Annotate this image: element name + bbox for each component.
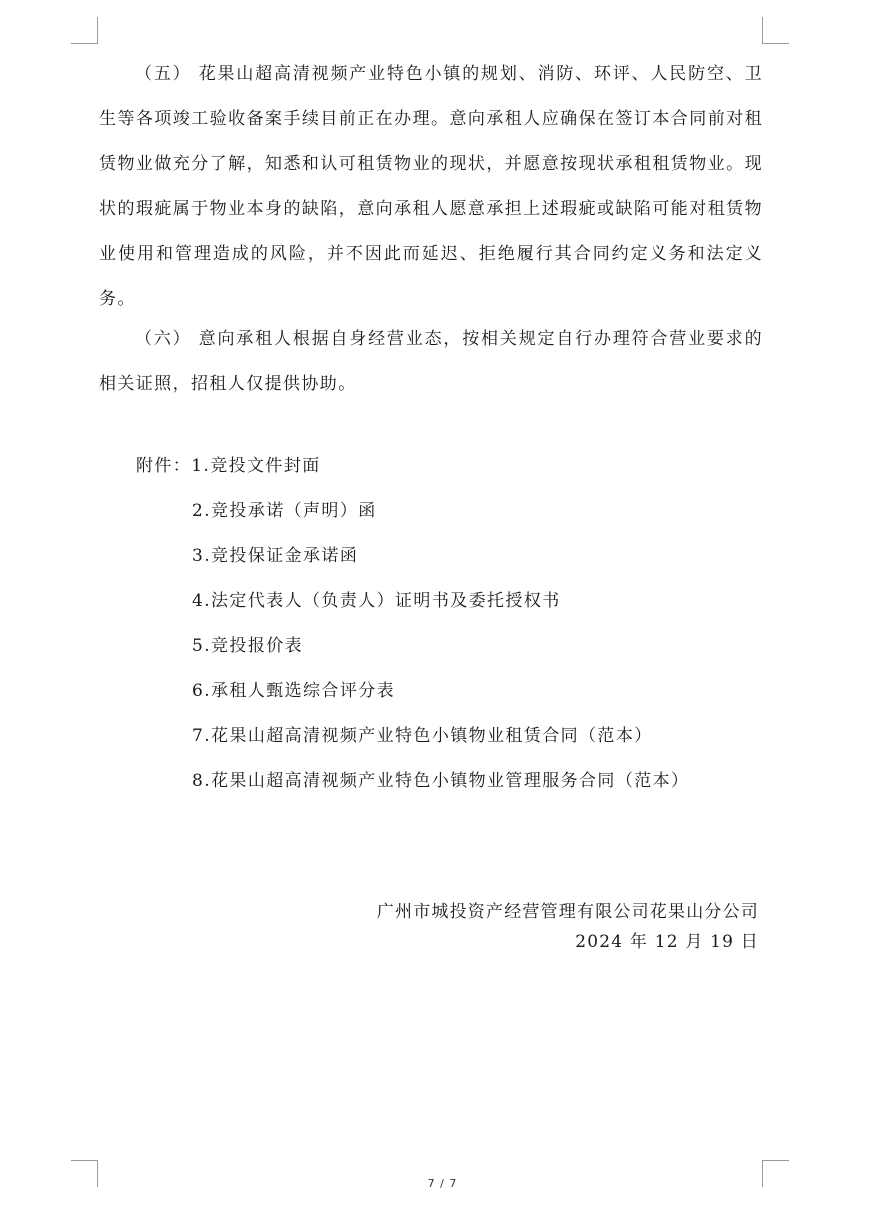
crop-mark-top-right	[762, 17, 789, 44]
attachment-item: 8.花果山超高清视频产业特色小镇物业管理服务合同（范本）	[192, 771, 690, 791]
paragraph-clause-5: （五） 花果山超高清视频产业特色小镇的规划、消防、环评、人民防空、卫生等各项竣工验收备案手续目前正在办理。意向承租人应确保在签订本合同前对租赁物业做充分了解，知悉和认可租赁物业的现状，并愿意按现状承租租赁物业。现状的瑕疵属于物业本身的缺陷，意向承租人愿意承担上述瑕疵或缺陷可能对租赁物业使用和管理造成的风险，并不因此而延迟、拒绝履行其合同约定义务和法定义务。	[99, 64, 763, 309]
signature-company: 广州市城投资产经营管理有限公司花果山分公司	[376, 902, 759, 922]
attachment-item: 3.竞投保证金承诺函	[192, 546, 359, 566]
page-number: 7 / 7	[427, 1177, 458, 1190]
attachment-item: 6.承租人甄选综合评分表	[192, 681, 396, 701]
crop-mark-top-left	[71, 17, 98, 44]
attachments-list	[192, 489, 689, 804]
attachment-item: 5.竞投报价表	[192, 636, 304, 656]
attachment-item: 2.竞投承诺（声明）函	[192, 501, 377, 521]
signature-date: 2024 年 12 月 19 日	[575, 932, 759, 952]
attachments-heading: 附件：1.竞投文件封面	[136, 456, 321, 476]
attachment-item: 4.法定代表人（负责人）证明书及委托授权书	[192, 591, 561, 611]
paragraph-clause-6: （六） 意向承租人根据自身经营业态，按相关规定自行办理符合营业要求的相关证照，招租人仅提供协助。	[99, 329, 763, 394]
signature-block	[377, 897, 759, 957]
attachment-item: 7.花果山超高清视频产业特色小镇物业租赁合同（范本）	[192, 726, 653, 746]
